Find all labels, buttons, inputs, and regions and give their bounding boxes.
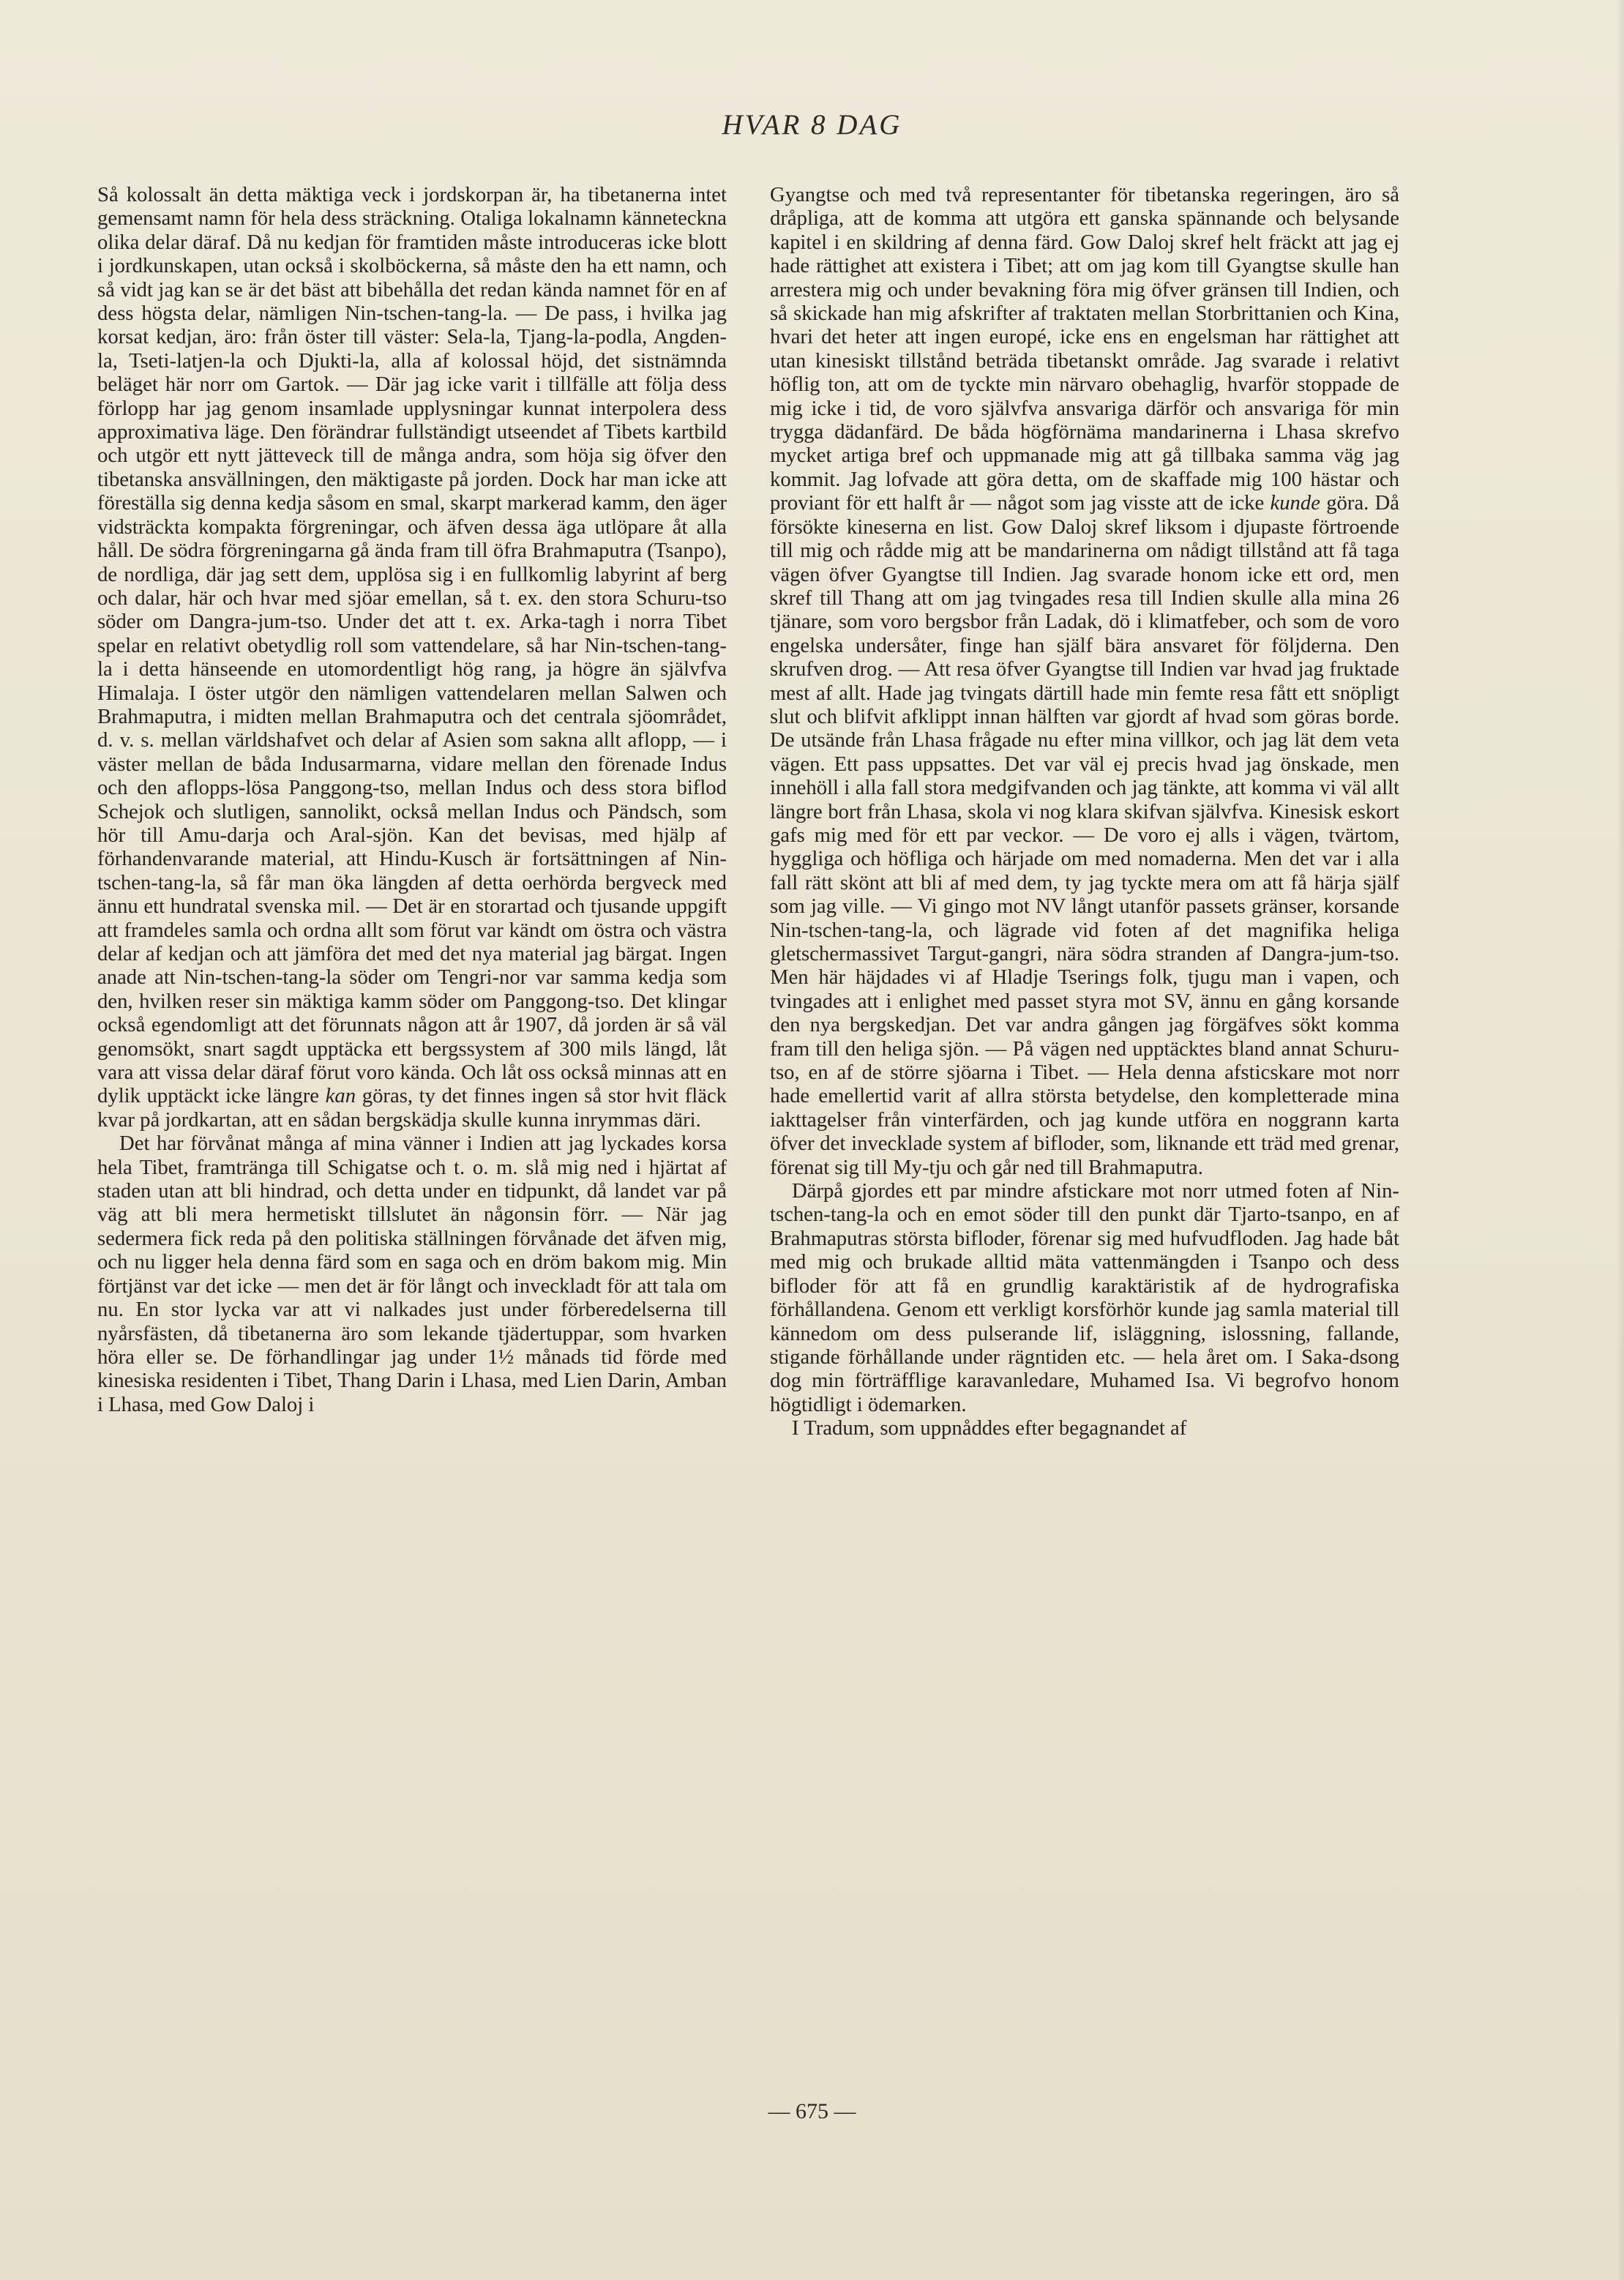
italic-word: kan	[325, 1084, 356, 1108]
paragraph-text: göra. Då försökte kineserna en list. Gow Daloj skref liksom i djupaste förtroende till mig och rådde mig att be mandarinerna om nådigt tillstånd att få taga vägen öfver Gyangtse till Indien. Jag svarade honom icke ett ord, men skref till Thang att om jag tvingades resa till Indien skulle alla mina 26 tjänare, som voro bergsbor från Ladak, dö i klimatfeber, och som de voro engelska undersåter, finge han själf bära ansvaret för följderna. Den skrufven drog. — Att resa öfver Gyangtse till Indien var hvad jag fruktade mest af allt. Hade jag tvingats därtill hade min femte resa fått ett snöpligt slut och blifvit afklippt innan hälften var gjordt af hvad som göras borde. De utsände från Lhasa frågade nu efter mina villkor, och jag lät dem veta vägen. Ett pass uppsattes. Det var väl ej precis hvad jag önskade, men innehöll i alla fall stora medgifvanden och jag tänkte, att komma vi väl allt längre bort från Lhasa, skola vi nog klara skifvan självfva. Kinesisk eskort gafs mig med för ett par veckor. — De voro ej alls i vägen, tvärtom, hyggliga och höfliga och härjade om med nomaderna. Men det var i alla fall rätt skönt att bli af med dem, ty jag tyckte mera om att få härja själf som jag ville. — Vi gingo mot NV långt utanför passets gränser, korsande Nin-tschen-tang-la, och lägrade vid foten af det magnifika heliga gletschermassivet Targut-gangri, nära södra stranden af Dangra-jum-tso. Men här häjdades vi af Hladje Tserings folk, tjugu man i vapen, och tvingades att i enlighet med passet styra mot SV, ännu en gång korsande den nya bergskedjan. Det var andra gången jag förgäfves sökt komma fram till den heliga sjön. — På vägen ned upptäcktes bland annat Schuru-tso, en af de större sjöarna i Tibet. — Hela denna afsticskare mot norr hade emellertid varit af allra största betydelse, den kompletterade mina iakttagelser från vinterfärden, och jag kunde utföra en noggrann karta öfver det invecklade system af bifloder, som, liknande ett träd med grenar, förenat sig till My-tju och går ned till Brahmaputra.	[770, 491, 1400, 1179]
paragraph: I Tradum, som uppnåddes efter begagnandet af	[792, 1416, 1187, 1440]
right-column	[770, 183, 1399, 1440]
paragraph	[770, 183, 1399, 1179]
italic-word: kunde	[1270, 491, 1320, 515]
running-header: HVAR 8 DAG	[722, 109, 902, 141]
paragraph: Det har förvånat många af mina vänner i Indien att jag lyckades korsa hela Tibet, framtränga till Schigatse och t. o. m. slå mig ned i hjärtat af staden utan att bli hindrad, och detta under en tidpunkt, då landet var på väg att bli mera hermetiskt tillslutet än någonsin förr. — När jag sedermera fick reda på den politiska ställningen förvånade det äfven mig, och nu ligger hela denna färd som en saga och en dröm bakom mig. Min förtjänst var det icke — men det är för långt och invecklаdt för att tala om nu. En stor lycka var att vi nalkades just under förberedelserna till nyårsfästen, då tibetanerna äro som lekande tjädertuppar, som hvarken höra eller se. De förhandlingar jag under 1½ månads tid förde med kinesiska residenten i Tibet, Thang Darin i Lhasa, med Lien Darin, Amban i Lhasa, med Gow Daloj i	[97, 1132, 727, 1416]
page-number: — 675 —	[768, 2099, 856, 2123]
paragraph: Därpå gjordes ett par mindre afstickare mot norr utmed foten af Nin-tschen-tang-la och en emot söder till den punkt där Tjarto-tsanpo, en af Brahmaputras största bifloder, förenar sig med hufvudfloden. Jag hade båt med mig och brukade alltid mäta vattenmängden i Tsanpo och dess bifloder för att få en grundlig karaktäristik af de hydrografiska förhållandena. Genom ett verkligt korsförhör kunde jag samla material till kännedom om dess pulserande lif, isläggning, islossning, fallande, stigande förhållande under rägntiden etc. — hela året om. I Saka-dsong dog min förträfflige karavanledare, Muhamed Isa. Vi begrofvo honom högtidligt i ödemarken.	[770, 1179, 1399, 1416]
left-column	[97, 183, 727, 1416]
paragraph-text: Så kolossalt än detta mäktiga veck i jordskorpan är, ha tibetanerna intet gemensamt namn för hela dess sträckning. Otaliga lokalnamn kännetecknа olika delar däraf. Då nu kedjan för framtiden måste introduceras icke blott i jordkunskapen, utan också i skolböckerna, så måste den ha ett namn, och så vidt jag kan se är det bäst att bibehålla det redan kända namnet för en af dess högsta delar, nämligen Nin-tschen-tang-la. — De pass, i hvilka jag korsat kedjan, äro: från öster till väster: Sela-la, Tjang-la-podla, Angden-la, Tseti-latjen-la och Djukti-la, alla af kolossal höjd, det sistnämnda beläget här norr om Gartok. — Där jag icke varit i tillfälle att följa dess förlopp har jag genom insamlade upplysningar kunnat interpolera dess approximativa läge. Den förändrar fullständigt utseendet af Tibets kartbild och utgör ett nytt jätteveck till de många andra, som höja sig öfver den tibetanska ansvällningen, den mäktigaste på jorden. Dock har man icke att föreställa sig denna kedja såsom en smal, skarpt markerad kamm, den äger vidsträckta kompakta förgreningar, och äfven dessa äga utlöpare åt alla håll. De södra förgreningarna gå ända fram till öfra Brahmaputra (Tsanpo), de nordliga, där jag sett dem, upplösa sig i en fullkomlig labyrint af berg och dalar, här och hvar med sjöar emellan, så t. ex. den stora Schuru-tso söder om Dangra-jum-tso. Under det att t. ex. Arka-tagh i norra Tibet spelar en relativt obetydlig roll som vattendelare, så har Nin-tschen-tang-la i detta hänseende en utomordentligt hög rang, ja högre än självfva Himalaja. I öster utgör den nämligen vattendelaren mellan Salwen och Brahmaputra, i midten mellan Brahmaputra och det centrala sjöområdet, d. v. s. mellan världshafvet och delar af Asien som sakna allt aflopp, — i väster mellan de båda Indusarmarna, vidare mellan den förenade Indus och den aflopps-lösa Panggong-tso, mellan Indus och dess stora biflod Schejok och slutligen, sannolikt, också mellan Indus och Pändsch, som hör till Amu-darja och Aral-sjön. Kan det bevisas, med hjälp af förhandenvarande material, att Hindu-Kusch är fortsättningen af Nin-tschen-tang-la, så får man öka längden af detta oerhörda bergveck med ännu ett hundratal svenska mil. — Det är en storartad och tjusande uppgift att framdeles samla och ordna allt som förut var kändt om östra och västra delar af kedjan och att jämföra det med det nya material jag bärgat. Ingen anade att Nin-tschen-tang-la söder om Tengri-nor var samma kedja som den, hvilken reser sin mäktiga kamm söder om Panggong-tso. Det klingar också egendomligt att det förunnats någon att år 1907, då jorden är så väl genomsökt, snart sagdt upptäcka ett bergssystem af 300 mils längd, låt vara att vissa delar däraf förut voro kända. Och låt oss också minnas att en dylik upptäckt icke längre	[97, 183, 727, 1108]
page-edge-shadow	[1617, 0, 1624, 2280]
paragraph-text: göras, ty det finnes ingen så stor hvit fläck kvar på jordkartan, att en sådan bergskädja skulle kunna inrymmas däri.	[97, 1084, 727, 1132]
paragraph-text: Gyangtse och med två representanter för tibetanska regeringen, äro så dråpliga, att de komma att utgöra ett ganska spännande och belysande kapitel i en skildring af denna färd. Gow Daloj skref helt fräckt att jag ej hade rättighet att existera i Tibet; att om jag kom till Gyangtse skulle han arrestera mig och under bevakning föra mig öfver gränsen till Indien, och så skickade han mig afskrifter af traktaten mellan Storbrittanien och Kina, hvari det heter att ingen europé, icke ens en engelsman har rättighet att utan kinesiskt tillstånd beträda tibetanskt område. Jag svarade i relativt höflig ton, att om de tyckte min närvaro obehaglig, hvarför stoppade de mig icke i tid, de voro självfva ansvariga därför och ansvariga för min trygga dädanfärd. De båda högförnäma mandarinerna i Lhasa skrefvo mycket artiga bref och uppmanade mig att gå tillbaka samma väg jag kommit. Jag lofvade att göra detta, om de skaffade mig 100 hästar och proviant för ett halft år — något som jag visste att de icke	[770, 183, 1399, 515]
paragraph	[97, 183, 727, 1132]
